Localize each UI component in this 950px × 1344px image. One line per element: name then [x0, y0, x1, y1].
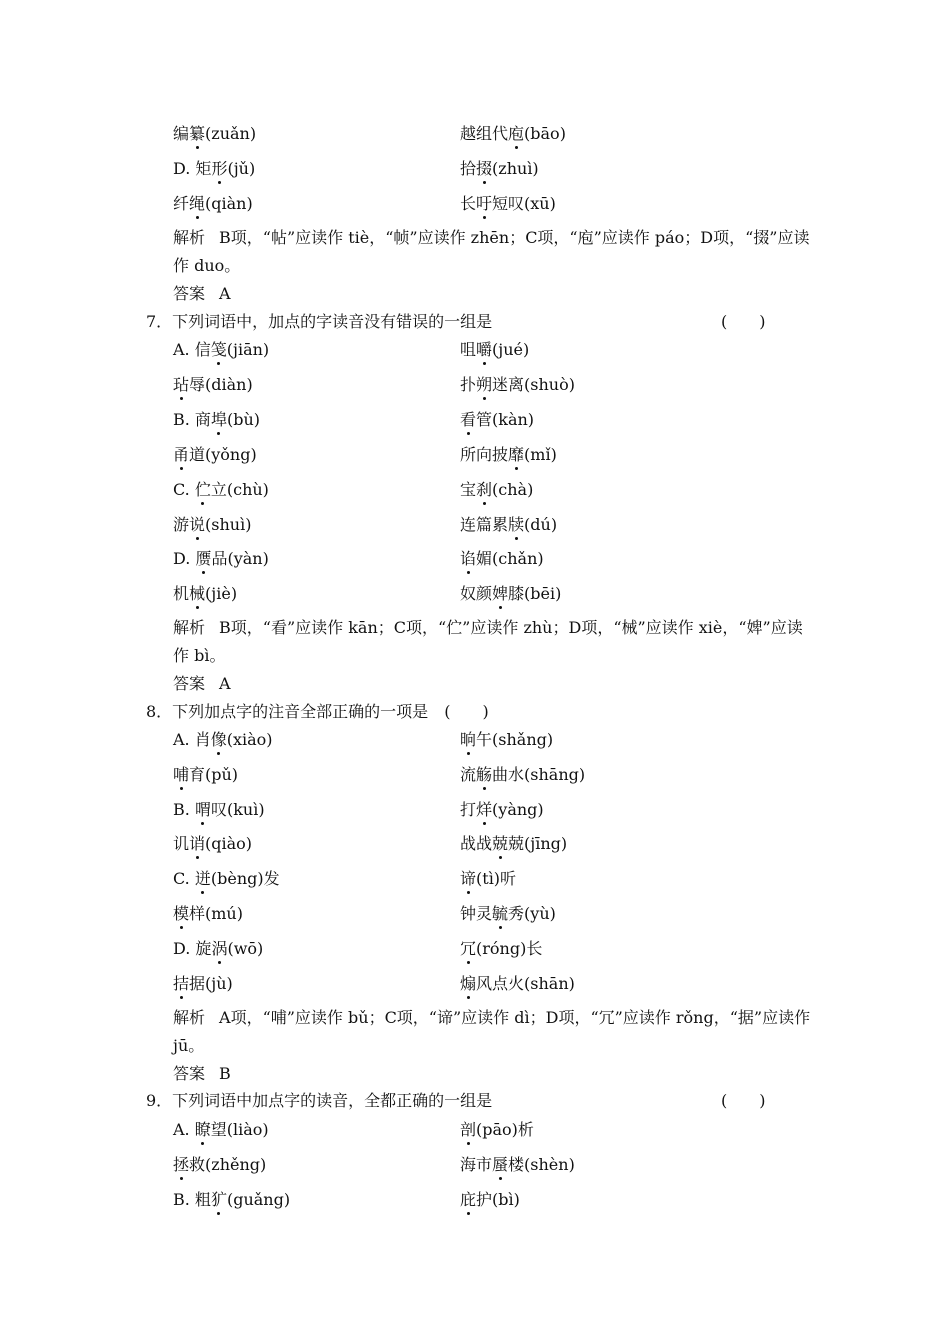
option-text: 冗(róng)长: [460, 939, 543, 958]
option-text: D. 旋涡(wō): [173, 939, 264, 958]
option-text: 扑朔迷离(shuò): [460, 375, 575, 394]
explanation: 解析 B项，“看”应读作 kān；C项，“伫”应读作 zhù；D项，“械”应读作 xiè，“婢”应读作 bì。: [173, 618, 803, 665]
option-text: 谛(tì)听: [460, 869, 517, 888]
option-text: B. 粗犷(guǎng): [173, 1190, 291, 1209]
option-text: D. 赝品(yàn): [173, 549, 269, 568]
option-text: B. 商埠(bù): [173, 410, 260, 429]
answer: 答案 A: [173, 674, 231, 693]
option-text: 流觞曲水(shāng): [460, 765, 586, 784]
option-text: 拮据(jù): [173, 974, 233, 993]
answer: 答案 B: [173, 1064, 231, 1083]
option-text: D. 矩形(jǔ): [173, 159, 256, 178]
option-text: 海市蜃楼(shèn): [460, 1155, 575, 1174]
option-text: 剖(pāo)析: [460, 1120, 534, 1139]
option-text: 机械(jiè): [173, 584, 238, 603]
option-text: 连篇累牍(dú): [460, 515, 558, 534]
option-text: 拾掇(zhuì): [460, 159, 539, 178]
option-text: C. 迸(bèng)发: [173, 869, 280, 888]
option-text: A. 信笺(jiān): [173, 340, 270, 359]
option-text: 玷辱(diàn): [173, 375, 253, 394]
option-text: B. 喟叹(kuì): [173, 800, 265, 819]
option-text: 煽风点火(shān): [460, 974, 575, 993]
option-text: 纤绳(qiàn): [173, 194, 253, 213]
option-text: 拯救(zhěng): [173, 1155, 267, 1174]
option-text: 钟灵毓秀(yù): [460, 904, 556, 923]
option-text: A. 肖像(xiào): [173, 730, 273, 749]
answer-blank: ( ): [721, 312, 766, 331]
question-stem: 8．下列加点字的注音全部正确的一项是 ( ): [146, 702, 489, 721]
answer-blank: ( ): [721, 1091, 766, 1110]
option-text: 编纂(zuǎn): [173, 124, 257, 143]
option-text: 看管(kàn): [460, 410, 535, 429]
option-text: 奴颜婢膝(bēi): [460, 584, 562, 603]
option-text: 战战兢兢(jīng): [460, 834, 568, 853]
answer: 答案 A: [173, 284, 231, 303]
option-text: 长吁短叹(xū): [460, 194, 556, 213]
option-text: 游说(shuì): [173, 515, 252, 534]
option-text: 模样(mú): [173, 904, 243, 923]
option-text: 晌午(shǎng): [460, 730, 554, 749]
option-text: 越组代庖(bāo): [460, 124, 566, 143]
question-stem: 7．下列词语中，加点的字读音没有错误的一组是: [146, 312, 493, 331]
option-text: 庇护(bì): [460, 1190, 520, 1209]
option-text: C. 伫立(chù): [173, 480, 269, 499]
option-text: A. 瞭望(liào): [173, 1120, 269, 1139]
option-text: 咀嚼(jué): [460, 340, 530, 359]
explanation: 解析 B项，“帖”应读作 tiè，“帧”应读作 zhēn；C项，“庖”应读作 páo；D项，“掇”应读作 duo。: [173, 228, 810, 275]
explanation: 解析 A项，“哺”应读作 bǔ；C项，“谛”应读作 dì；D项，“冗”应读作 rǒng，“据”应读作 jū。: [173, 1008, 811, 1055]
question-stem: 9．下列词语中加点字的读音，全都正确的一组是: [146, 1091, 493, 1110]
option-text: 谄媚(chǎn): [460, 549, 544, 568]
option-text: 甬道(yǒng): [173, 445, 257, 464]
option-text: 打烊(yàng): [460, 800, 544, 819]
option-text: 哺育(pǔ): [173, 765, 239, 784]
option-text: 讥诮(qiào): [173, 834, 253, 853]
option-text: 宝刹(chà): [460, 480, 534, 499]
option-text: 所向披靡(mǐ): [460, 445, 557, 464]
